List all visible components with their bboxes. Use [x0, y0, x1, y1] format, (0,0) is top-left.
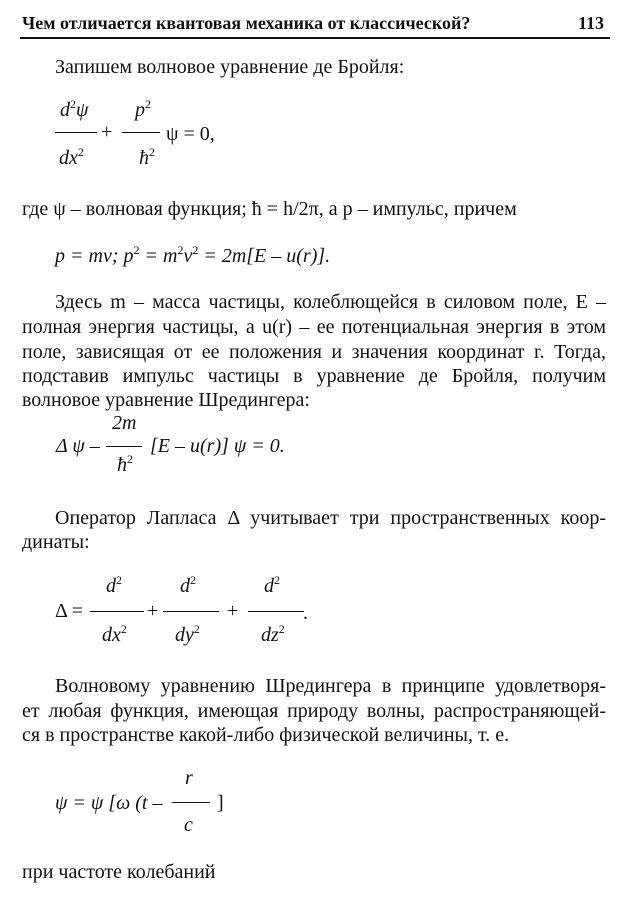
paragraph-line: волновое уравнение Шредингера: [22, 389, 310, 411]
eq1-plus: + [101, 121, 113, 143]
eq1-tail: ψ = 0, [166, 123, 215, 145]
eq4-left: Δ = [55, 600, 84, 622]
eq4-bar-2 [163, 611, 219, 612]
eq4-plus-1: + [147, 600, 159, 622]
paragraph-line: динаты: [22, 531, 90, 553]
paragraph-line: поле, зависящая от ее положения и значения координат r. Тогда, [22, 341, 606, 363]
eq4-num-2: $d^2$ [180, 573, 196, 597]
eq3-numerator: 2m [112, 412, 137, 434]
paragraph-wavefunction-def: где ψ – волновая функция; ħ = h/2π, а p – импульс, причем [22, 198, 517, 220]
eq3-fraction-bar [106, 446, 142, 447]
eq1-fraction-bar-2 [122, 132, 160, 133]
eq4-num-1: $d^2$ [106, 573, 122, 597]
running-header-title: Чем отличается квантовая механика от классической? [22, 13, 471, 33]
paragraph-line: полная энергия частицы, а u(r) – ее потенциальная энергия в этом [22, 316, 606, 338]
paragraph-line: подставив импульс частицы в уравнение де Бройля, получим [22, 365, 606, 387]
paragraph-line: ся в пространстве какой-либо физической величины, т. е. [22, 724, 510, 746]
eq5-denominator: c [184, 814, 193, 836]
paragraph-frequency: при частоте колебаний [22, 861, 216, 883]
paragraph-line: Здесь m – масса частицы, колеблющейся в силовом поле, E – [55, 291, 606, 313]
header-rule [20, 37, 610, 39]
eq3-left: Δ ψ – [56, 435, 100, 457]
eq4-den-2: $dy^2$ [175, 622, 200, 646]
paragraph-line: Оператор Лапласа Δ учитывает три пространственных коор- [55, 507, 606, 529]
eq1-numerator-2: $p^2$ [135, 97, 151, 121]
eq4-bar-1 [90, 611, 144, 612]
eq1-denominator-2: $ħ^2$ [139, 145, 155, 169]
equation-momentum: p = mv; $p^2 = m^2v^2 = 2m[E - u(r)]$. [55, 243, 331, 267]
eq4-den-1: $dx^2$ [102, 622, 127, 646]
eq4-period: . [303, 602, 308, 624]
eq1-numerator-1: $d^2\psi$ [60, 97, 89, 121]
paragraph-line: Волновому уравнению Шредингера в принципе удовлетворя- [55, 675, 606, 697]
eq5-fraction-bar [172, 802, 210, 803]
paragraph-debroglie-intro: Запишем волновое уравнение де Бройля: [55, 56, 405, 78]
eq1-fraction-bar-1 [55, 132, 97, 133]
eq4-plus-2: + [227, 600, 239, 622]
eq4-bar-3 [248, 611, 304, 612]
eq3-right: [E – u(r)] ψ = 0. [150, 435, 285, 457]
eq1-denominator-1: $dx^2$ [59, 145, 84, 169]
paragraph-line: ет любая функция, имеющая природу волны, распространяющей- [22, 700, 606, 722]
eq3-denominator: $ħ^2$ [117, 452, 133, 476]
page-number: 113 [578, 13, 605, 33]
eq5-left: ψ = ψ [ω (t – [55, 792, 163, 814]
eq5-numerator: r [185, 767, 193, 789]
eq4-den-3: $dz^2$ [261, 622, 285, 646]
eq5-right: ] [217, 792, 224, 814]
eq4-num-3: $d^2$ [264, 573, 280, 597]
